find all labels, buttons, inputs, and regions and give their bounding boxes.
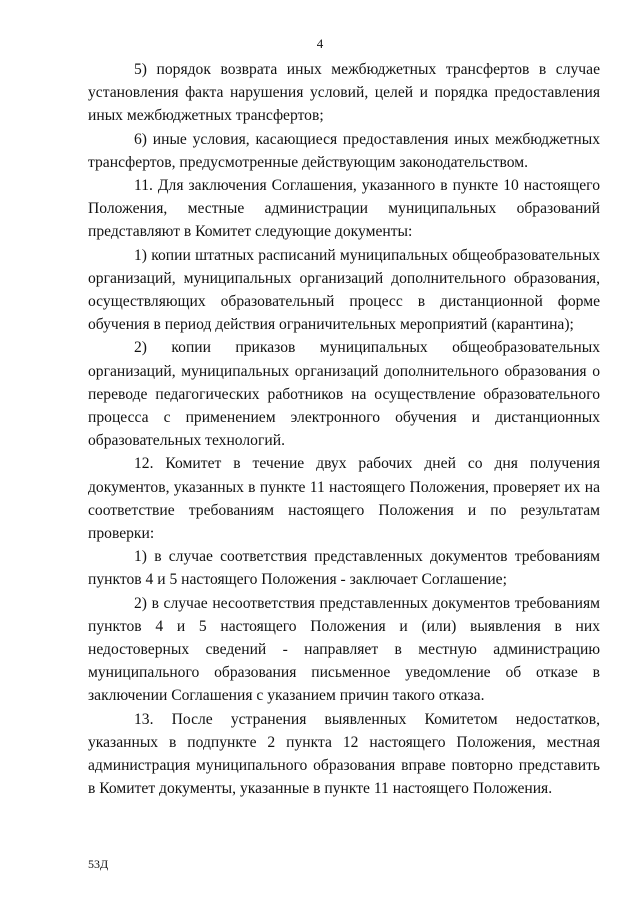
document-body: [88, 58, 600, 801]
paragraph-item-5: 5) порядок возврата иных межбюджетных трансфертов в случае установления факта нарушения условий, целей и порядка предоставления иных межбюджетных трансфертов;: [88, 61, 600, 125]
paragraph-clause-13: 13. После устранения выявленных Комитетом недостатков, указанных в подпункте 2 пункта 12 настоящего Положения, местная администрация муниципального образования вправе повторно представить в Комитет документы, указанные в пункте 11 настоящего Положения.: [88, 710, 600, 798]
paragraph-clause-12-item-2: 2) в случае несоответствия представленных документов требованиям пунктов 4 и 5 настоящего Положения и (или) выявления в них недостоверных сведений - направляет в местную администрацию муниципального образования письменное уведомление об отказе в заключении Соглашения с указанием причин такого отказа.: [88, 594, 600, 705]
paragraph-clause-12: 12. Комитет в течение двух рабочих дней со дня получения документов, указанных в пункте 11 настоящего Положения, проверяет их на соответствие требованиям настоящего Положения и по результатам проверки:: [88, 455, 600, 543]
paragraph-clause-11-item-2: 2) копии приказов муниципальных общеобразовательных организаций, муниципальных организаций дополнительного образования о переводе педагогических работников на осуществление образовательного процесса с применением электронного обучения и дистанционных образовательных технологий.: [88, 339, 600, 450]
page-number: 4: [316, 36, 324, 51]
paragraph-clause-11: 11. Для заключения Соглашения, указанного в пункте 10 настоящего Положения, местные администрации муниципальных образований представляют в Комитет следующие документы:: [88, 177, 600, 241]
paragraph-item-6: 6) иные условия, касающиеся предоставления иных межбюджетных трансфертов, предусмотренные действующим законодательством.: [88, 130, 600, 171]
paragraph-clause-12-item-1: 1) в случае соответствия представленных документов требованиям пунктов 4 и 5 настоящего Положения - заключает Соглашение;: [88, 548, 600, 589]
paragraph-clause-11-item-1: 1) копии штатных расписаний муниципальных общеобразовательных организаций, муниципальных организаций дополнительного образования, осуществляющих образовательный процесс в дистанционной форме обучения в период действия ограничительных мероприятий (карантина);: [88, 246, 600, 334]
document-footer-code: 53Д: [88, 857, 109, 871]
